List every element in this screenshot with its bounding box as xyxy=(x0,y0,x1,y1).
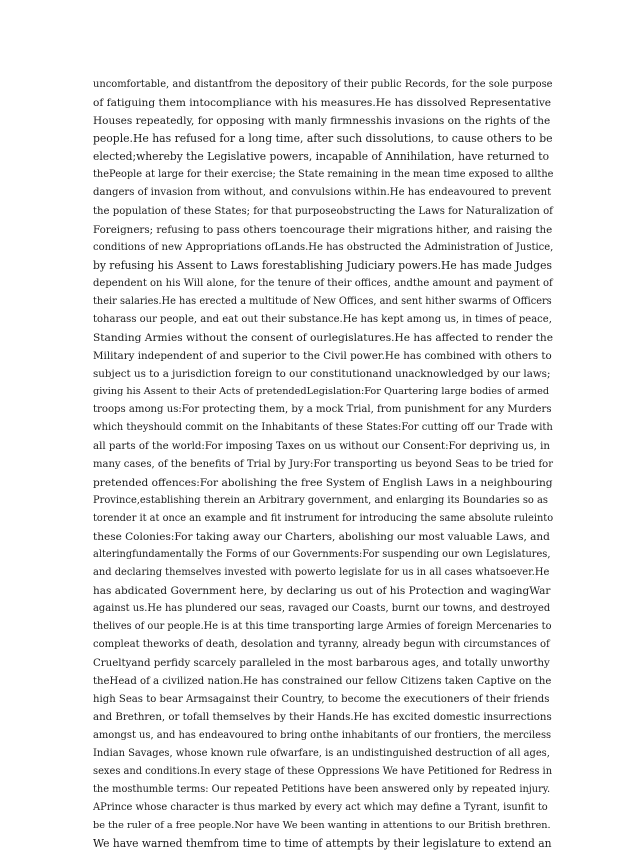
text-line: people.He has refused for a long time, after such dissolutions, to cause others to be xyxy=(93,132,553,146)
text-line: APrince whose character is thus marked by every act which may define a Tyrant, isunfit to xyxy=(93,802,548,814)
text-line: Foreigners; refusing to pass others toencourage their migrations hither, and raising the xyxy=(93,223,553,236)
text-line: these Colonies:For taking away our Charters, abolishing our most valuable Laws, and xyxy=(93,530,550,543)
text-line: torender it at once an example and fit instrument for introducing the same absolute ruleinto xyxy=(93,512,554,524)
text-line: many cases, of the benefits of Trial by Jury:For transporting us beyond Seas to be tried for xyxy=(93,458,553,470)
text-line: against us.He has plundered our seas, ravaged our Coasts, burnt our towns, and destroyed xyxy=(93,603,551,615)
text-line: has abdicated Government here, by declaring us out of his Protection and wagingWar xyxy=(93,585,551,598)
text-line: troops among us:For protecting them, by a mock Trial, from punishment for any Murders xyxy=(93,404,552,416)
text-line: Standing Armies without the consent of ourlegislatures.He has affected to render the xyxy=(93,332,554,345)
text-line: compleat theworks of death, desolation and tyranny, already begun with circumstances of xyxy=(93,639,550,651)
text-line: amongst us, and has endeavoured to bring onthe inhabitants of our frontiers, the merciless xyxy=(93,729,552,741)
text-line: Houses repeatedly, for opposing with manly firmnesshis invasions on the rights of the xyxy=(93,115,551,128)
text-line: dangers of invasion from without, and convulsions within.He has endeavoured to prevent xyxy=(93,187,552,199)
text-line: the population of these States; for that purposeobstructing the Laws for Naturalization of xyxy=(93,205,553,217)
text-line: elected;whereby the Legislative powers, incapable of Annihilation, have returned to xyxy=(93,150,550,164)
text-line: all parts of the world:For imposing Taxes on us without our Consent:For depriving us, in xyxy=(93,440,550,452)
text-line: dependent on his Will alone, for the tenure of their offices, andthe amount and payment of xyxy=(93,277,553,289)
text-line: which theyshould commit on the Inhabitants of these States:For cutting off our Trade with xyxy=(93,422,553,434)
text-line: Crueltyand perfidy scarcely paralleled in the most barbarous ages, and totally unworthy xyxy=(93,657,550,669)
text-line: their salaries.He has erected a multitude of New Offices, and sent hither swarms of Officers xyxy=(93,295,552,307)
text-line: and Brethren, or tofall themselves by their Hands.He has excited domestic insurrections xyxy=(93,711,552,723)
text-line: sexes and conditions.In every stage of these Oppressions We have Petitioned for Redress in xyxy=(93,765,553,777)
text-line: by refusing his Assent to Laws forestablishing Judiciary powers.He has made Judges xyxy=(93,258,552,272)
text-line: theHead of a civilized nation.He has constrained our fellow Citizens taken Captive on the xyxy=(93,675,552,687)
text-line: thelives of our people.He is at this time transporting large Armies of foreign Mercenaries to xyxy=(93,621,552,633)
text-line: Province,establishing therein an Arbitrary government, and enlarging its Boundaries so as xyxy=(93,494,548,506)
text-line: toharass our people, and eat out their substance.He has kept among us, in times of peace, xyxy=(93,314,552,326)
text-line: the mosthumble terms: Our repeated Petitions have been answered only by repeated injury. xyxy=(93,784,551,796)
text-line: We have warned themfrom time to time of attempts by their legislature to extend an xyxy=(93,837,552,851)
body-text xyxy=(93,76,553,853)
text-line: high Seas to bear Armsagainst their Country, to become the executioners of their friends xyxy=(93,693,550,705)
text-line: Military independent of and superior to the Civil power.He has combined with others to xyxy=(93,350,552,363)
text-line: alteringfundamentally the Forms of our Governments:For suspending our own Legislatures, xyxy=(93,549,551,561)
text-line: uncomfortable, and distantfrom the depository of their public Records, for the sole purpose xyxy=(93,79,553,90)
text-line: subject us to a jurisdiction foreign to our constitutionand unacknowledged by our laws; xyxy=(93,368,551,381)
text-line: of fatiguing them intocompliance with his measures.He has dissolved Representative xyxy=(93,97,552,110)
text-line: Indian Savages, whose known rule ofwarfare, is an undistinguished destruction of all ages, xyxy=(93,747,550,759)
text-line: and declaring themselves invested with powerto legislate for us in all cases whatsoever.He xyxy=(93,567,550,579)
text-line: thePeople at large for their exercise; the State remaining in the mean time exposed to allthe xyxy=(93,169,554,181)
text-line: be the ruler of a free people.Nor have We been wanting in attentions to our British brethren. xyxy=(93,820,551,832)
text-line: conditions of new Appropriations ofLands.He has obstructed the Administration of Justice, xyxy=(93,241,554,253)
text-line: pretended offences:For abolishing the free System of English Laws in a neighbouring xyxy=(93,476,553,489)
text-line: giving his Assent to their Acts of pretendedLegislation:For Quartering large bodies of armed xyxy=(93,386,550,398)
